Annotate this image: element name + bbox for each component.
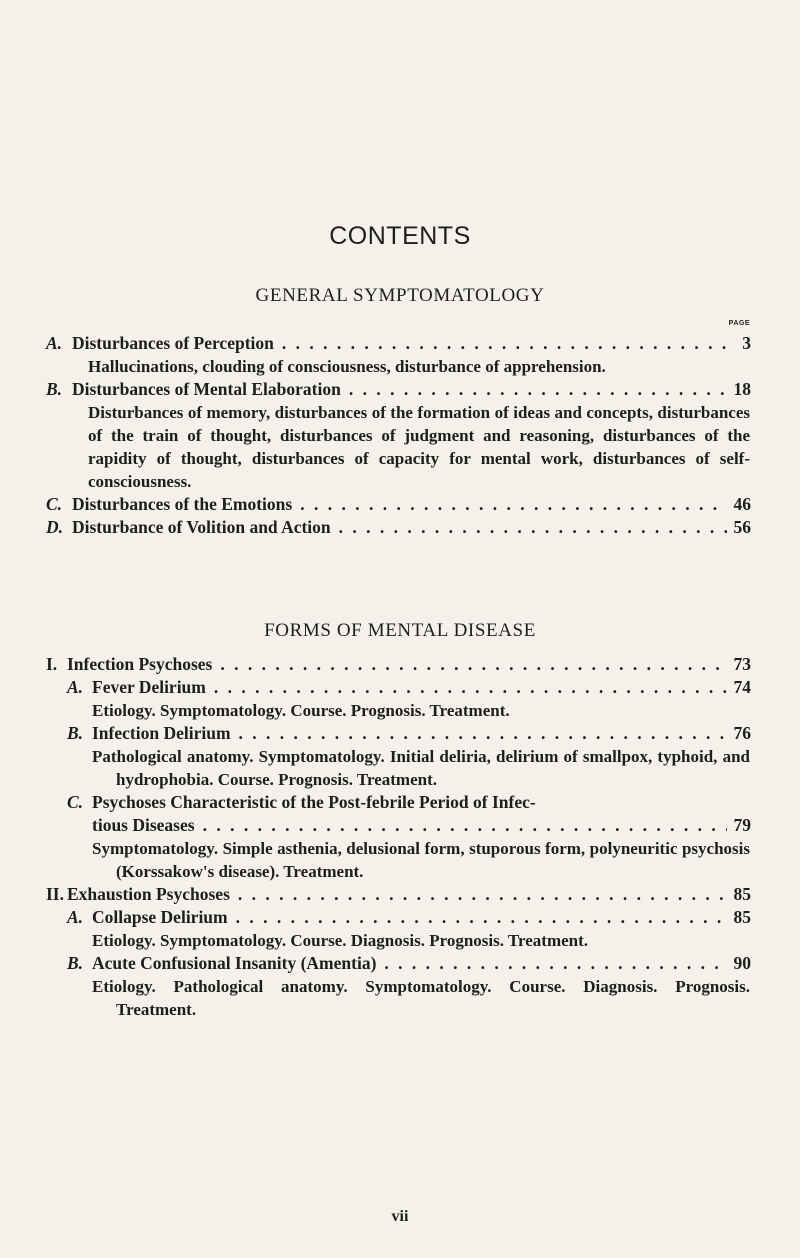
toc-group[interactable]: [0, 883, 800, 906]
entry-label: Disturbances of Mental Elaboration: [72, 379, 341, 399]
entry-description: [92, 745, 750, 791]
page-number: vii: [391, 1208, 409, 1225]
toc-entry[interactable]: [0, 332, 800, 355]
entry-letter: A.: [67, 907, 84, 927]
dot-leader: [238, 883, 727, 906]
entry-description: Hallucinations, clouding of consciousness, disturbance of apprehension.: [88, 357, 606, 376]
entry-letter: B.: [46, 379, 63, 399]
toc-group[interactable]: [0, 653, 800, 676]
toc-entry[interactable]: [0, 906, 800, 929]
toc-entry[interactable]: [0, 516, 800, 539]
entry-label: Disturbances of the Emotions: [72, 494, 293, 514]
group-numeral: II.: [46, 884, 64, 904]
entry-description: [92, 699, 750, 722]
dot-leader: [384, 952, 727, 975]
entry-description-text: Etiology. Pathological anatomy. Symptomatology. Course. Diagnosis. Prognosis. Treatment.: [92, 977, 750, 1019]
entry-page: 90: [733, 953, 751, 973]
toc-entry[interactable]: [0, 722, 800, 745]
entry-label: Disturbances of Perception: [72, 333, 274, 353]
entry-page: 76: [733, 723, 751, 743]
entry-label-line2: tious Diseases: [92, 815, 195, 835]
entry-label: Disturbance of Volition and Action: [72, 517, 331, 537]
entry-letter: D.: [46, 517, 64, 537]
toc-entry[interactable]: [0, 378, 800, 401]
entry-label: Collapse Delirium: [92, 907, 228, 927]
entry-page: 79: [733, 815, 751, 835]
dot-leader: [239, 722, 727, 745]
dot-leader: [300, 493, 727, 516]
entry-letter: A.: [67, 677, 84, 697]
entry-description: [92, 929, 750, 952]
toc-entry-continuation[interactable]: [0, 814, 800, 837]
part-title-general-symptomatology: GENERAL SYMPTOMATOLOGY: [255, 285, 545, 306]
entry-page: 18: [733, 379, 751, 399]
toc-entry[interactable]: [67, 791, 750, 814]
dot-leader: [220, 653, 727, 676]
dot-leader: [282, 332, 727, 355]
entry-letter: B.: [67, 723, 84, 743]
entry-letter: A.: [46, 333, 63, 353]
entry-letter: C.: [46, 494, 63, 514]
entry-page: 85: [733, 907, 751, 927]
toc-entry[interactable]: [0, 676, 800, 699]
entry-page: 56: [733, 517, 751, 537]
entry-page: 46: [733, 494, 751, 514]
dot-leader: [349, 378, 727, 401]
dot-leader: [339, 516, 727, 539]
entry-description-text: Pathological anatomy. Symptomatology. Initial deliria, delirium of smallpox, typhoid, and hydrophobia. Course. Prognosis. Treatment.: [92, 747, 750, 789]
entry-page: 74: [733, 677, 751, 697]
entry-label: Acute Confusional Insanity (Amentia): [92, 953, 377, 973]
group-label: Infection Psychoses: [67, 654, 213, 674]
entry-description-text: Etiology. Symptomatology. Course. Prognosis. Treatment.: [92, 701, 510, 720]
entry-description: [92, 975, 750, 1021]
entry-letter: B.: [67, 953, 84, 973]
toc-entry[interactable]: [0, 493, 800, 516]
entry-page: 3: [742, 333, 751, 353]
entry-description: [92, 837, 750, 883]
group-page: 73: [733, 654, 751, 674]
page-column-label: PAGE: [728, 320, 750, 327]
dot-leader: [203, 814, 727, 837]
group-numeral: I.: [46, 654, 58, 674]
entry-label: Fever Delirium: [92, 677, 206, 697]
toc-entry[interactable]: [0, 952, 800, 975]
group-page: 85: [733, 884, 751, 904]
entry-label-line1: Psychoses Characteristic of the Post-febrile Period of Infec-: [92, 792, 536, 812]
entry-letter: C.: [67, 792, 84, 812]
page-title: CONTENTS: [329, 222, 471, 250]
dot-leader: [236, 906, 727, 929]
group-label: Exhaustion Psychoses: [67, 884, 230, 904]
entry-description-text: Symptomatology. Simple asthenia, delusional form, stuporous form, polyneuritic psychosis (Korssakow's disease). Treatment.: [92, 839, 750, 881]
entry-description: Disturbances of memory, disturbances of the formation of ideas and concepts, disturbances of the train of thought, disturbances of judgment and reasoning, disturbances of the rapidity of thought, disturbances of capacity for mental work, disturbances of self-consciousness.: [88, 403, 750, 491]
part1-entries: [0, 332, 800, 539]
entry-label: Infection Delirium: [92, 723, 231, 743]
entry-description-text: Etiology. Symptomatology. Course. Diagnosis. Prognosis. Treatment.: [92, 931, 589, 950]
dot-leader: [214, 676, 727, 699]
part-title-forms-of-mental-disease: FORMS OF MENTAL DISEASE: [264, 620, 536, 641]
part2-entries: [0, 653, 800, 1021]
